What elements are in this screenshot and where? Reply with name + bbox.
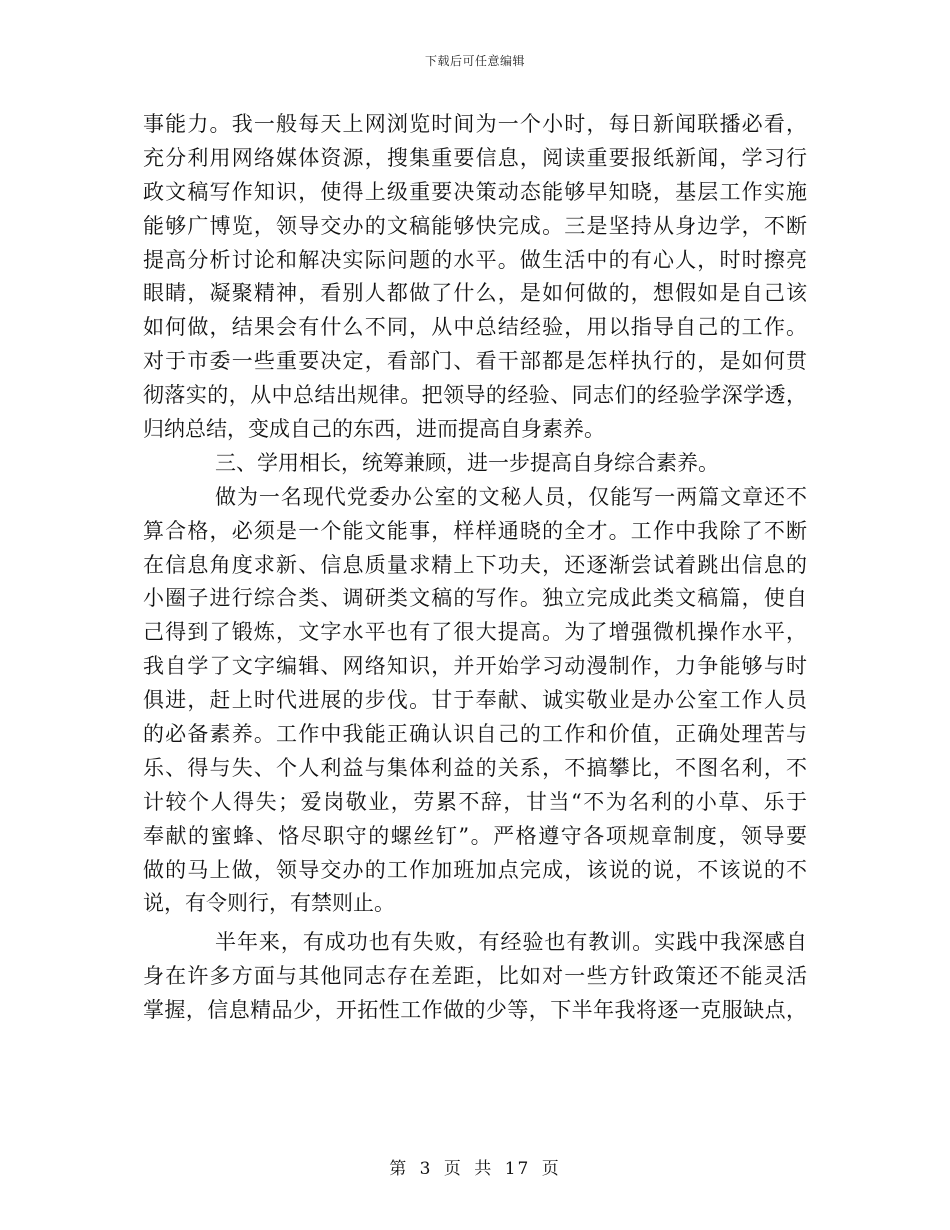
body-line: 的必备素养。工作中我能正确认识自己的工作和价值，正确处理苦与 [143, 722, 807, 747]
body-line: 如何做，结果会有什么不同，从中总结经验，用以指导自己的工作。 [143, 315, 807, 340]
body-line: 乐、得与失、个人利益与集体利益的关系，不搞攀比，不图名利，不 [143, 755, 807, 780]
body-line: 说，有令则行，有禁则止。 [143, 891, 395, 916]
body-line: 俱进，赶上时代进展的步伐。甘于奉献、诚实敬业是办公室工作人员 [143, 688, 807, 713]
body-line: 眼睛，凝聚精神，看别人都做了什么，是如何做的，想假如是自己该 [143, 281, 807, 306]
body-line: 奉献的蜜蜂、恪尽职守的螺丝钉”。严格遵守各项规章制度，领导要 [143, 823, 807, 848]
section-heading: 三、学用相长，统筹兼顾，进一步提高自身综合素养。 [215, 450, 719, 475]
body-line: 能够广博览，领导交办的文稿能够快完成。三是坚持从身边学，不断 [143, 213, 807, 238]
body-line: 算合格，必须是一个能文能事，样样通晓的全才。工作中我除了不断 [143, 518, 807, 543]
body-line: 彻落实的，从中总结出规律。把领导的经验、同志们的经验学深学透， [143, 383, 807, 408]
body-line: 在信息角度求新、信息质量求精上下功夫，还逐渐尝试着跳出信息的 [143, 552, 807, 577]
body-line: 掌握，信息精品少，开拓性工作做的少等，下半年我将逐一克服缺点， [143, 998, 807, 1023]
body-line: 提高分析讨论和解决实际问题的水平。做生活中的有心人，时时擦亮 [143, 247, 807, 272]
body-line: 做的马上做，领导交办的工作加班加点完成，该说的说，不该说的不 [143, 857, 807, 882]
body-line: 计较个人得失；爱岗敬业，劳累不辞，甘当“不为名利的小草、乐于 [143, 789, 807, 814]
body-line: 政文稿写作知识，使得上级重要决策动态能够早知晓，基层工作实施 [143, 179, 807, 204]
body-line: 对于市委一些重要决定，看部门、看干部都是怎样执行的，是如何贯 [143, 349, 807, 374]
document-body [143, 108, 807, 1028]
body-line: 身在许多方面与其他同志存在差距，比如对一些方针政策还不能灵活 [143, 964, 807, 989]
page-number: 第 3 页 共 17 页 [389, 1159, 561, 1179]
body-line: 做为一名现代党委办公室的文秘人员，仅能写一两篇文章还不 [215, 484, 807, 509]
body-line: 归纳总结，变成自己的东西，进而提高自身素养。 [143, 417, 605, 442]
body-line: 事能力。我一般每天上网浏览时间为一个小时，每日新闻联播必看， [143, 112, 807, 136]
body-line: 己得到了锻炼，文字水平也有了很大提高。为了增强微机操作水平， [143, 620, 807, 645]
body-line: 小圈子进行综合类、调研类文稿的写作。独立完成此类文稿篇，使自 [143, 586, 807, 611]
body-line: 我自学了文字编辑、网络知识，并开始学习动漫制作，力争能够与时 [143, 654, 807, 679]
body-line: 半年来，有成功也有失败，有经验也有教训。实践中我深感自 [215, 930, 807, 955]
page-header: 下载后可任意编辑 [424, 54, 525, 68]
body-line: 充分利用网络媒体资源，搜集重要信息，阅读重要报纸新闻，学习行 [143, 145, 807, 170]
